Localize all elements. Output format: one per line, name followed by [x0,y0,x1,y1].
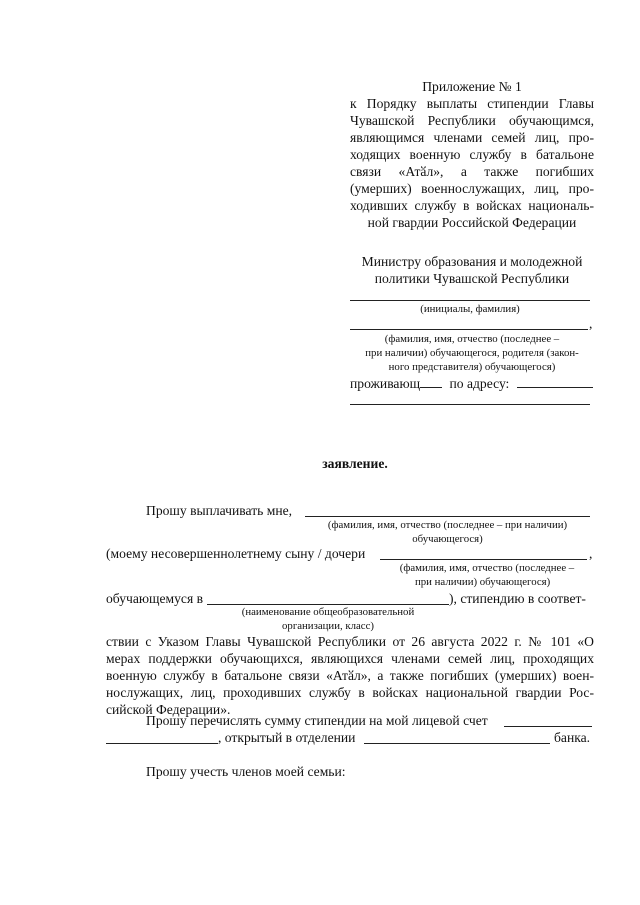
paragraph-line: ствии с Указом Главы Чувашской Республики от 26 августа 2022 г. № 101 «О [106,634,594,649]
addressee-line2: политики Чувашской Республики [374,271,570,286]
paragraph-line: сийской Федерации». [106,702,231,717]
appendix-line: являющимся членами семей лиц, про- [350,130,594,145]
appendix-title: Приложение № 1 [422,79,522,94]
child-label: (моему несовершеннолетнему сыну / дочери [106,546,366,561]
appendix-line: ходящих военную службу в батальоне [350,147,594,162]
paragraph-line: военную службу в батальоне связи «Атӑл», а также погибших (умерших) воен- [106,668,594,683]
document-heading: заявление. [322,456,388,471]
child-name-field[interactable] [380,559,587,560]
request-start: Прошу выплачивать мне, [146,503,293,518]
school-field[interactable] [207,604,449,605]
student-name-field[interactable] [305,516,590,517]
appendix-line: ной гвардии Российской Федерации [367,215,577,230]
address-label: по адресу: [449,376,510,391]
paragraph-line: мерах поддержки обучающихся, являющихся членами семей лиц, проходящих [106,651,594,666]
residing-row [350,376,593,392]
paragraph-line: нослужащих, лиц, проходивших службу в войсках национальной гвардии Рос- [106,685,594,700]
caption-student: (фамилия, имя, отчество (последнее – при наличии) [327,519,568,531]
appendix-line: (умерших) военнослужащих, лиц, про- [350,181,594,196]
opened-label: , открытый в отделении [218,730,356,745]
appendix-line: к Порядку выплаты стипендии Главы [350,96,594,111]
addressee-line1: Министру образования и молодежной [361,254,583,269]
gender-ending-field[interactable] [420,387,442,388]
studying-tail: ), стипендию в соответ- [449,591,586,606]
caption-initials: (инициалы, фамилия) [420,303,520,315]
residing-label: проживающ [350,376,421,391]
caption-child: (фамилия, имя, отчество (последнее – [399,562,575,574]
bank-label: банка. [554,730,591,745]
appendix-line: Чувашской Республики обучающимся, [350,113,594,128]
address-field-line2[interactable] [350,404,590,405]
account-field[interactable] [504,726,592,727]
caption-student: обучающегося) [412,533,483,545]
appendix-line: ходивших службу в войсках националь- [350,198,594,213]
branch-field[interactable] [364,743,550,744]
account-field-cont[interactable] [106,743,218,744]
transfer-label: Прошу перечислять сумму стипендии на мой лицевой счет [146,713,488,728]
caption-school: организации, класс) [282,620,374,632]
family-label: Прошу учесть членов моей семьи: [146,764,346,779]
caption-applicant: (фамилия, имя, отчество (последнее – [384,333,560,345]
initials-field-line[interactable] [350,300,590,301]
appendix-line: связи «Атӑл», а также погибших [350,164,594,179]
comma: , [589,546,593,561]
caption-applicant: ного представителя) обучающегося) [388,361,556,373]
caption-child: при наличии) обучающегося) [415,576,551,588]
comma: , [589,316,593,331]
address-field[interactable] [517,387,593,388]
caption-applicant: при наличии) обучающегося, родителя (закон- [365,347,579,359]
studying-label: обучающемуся в [106,591,204,606]
applicant-field-line[interactable] [350,329,588,330]
caption-school: (наименование общеобразовательной [241,606,415,618]
